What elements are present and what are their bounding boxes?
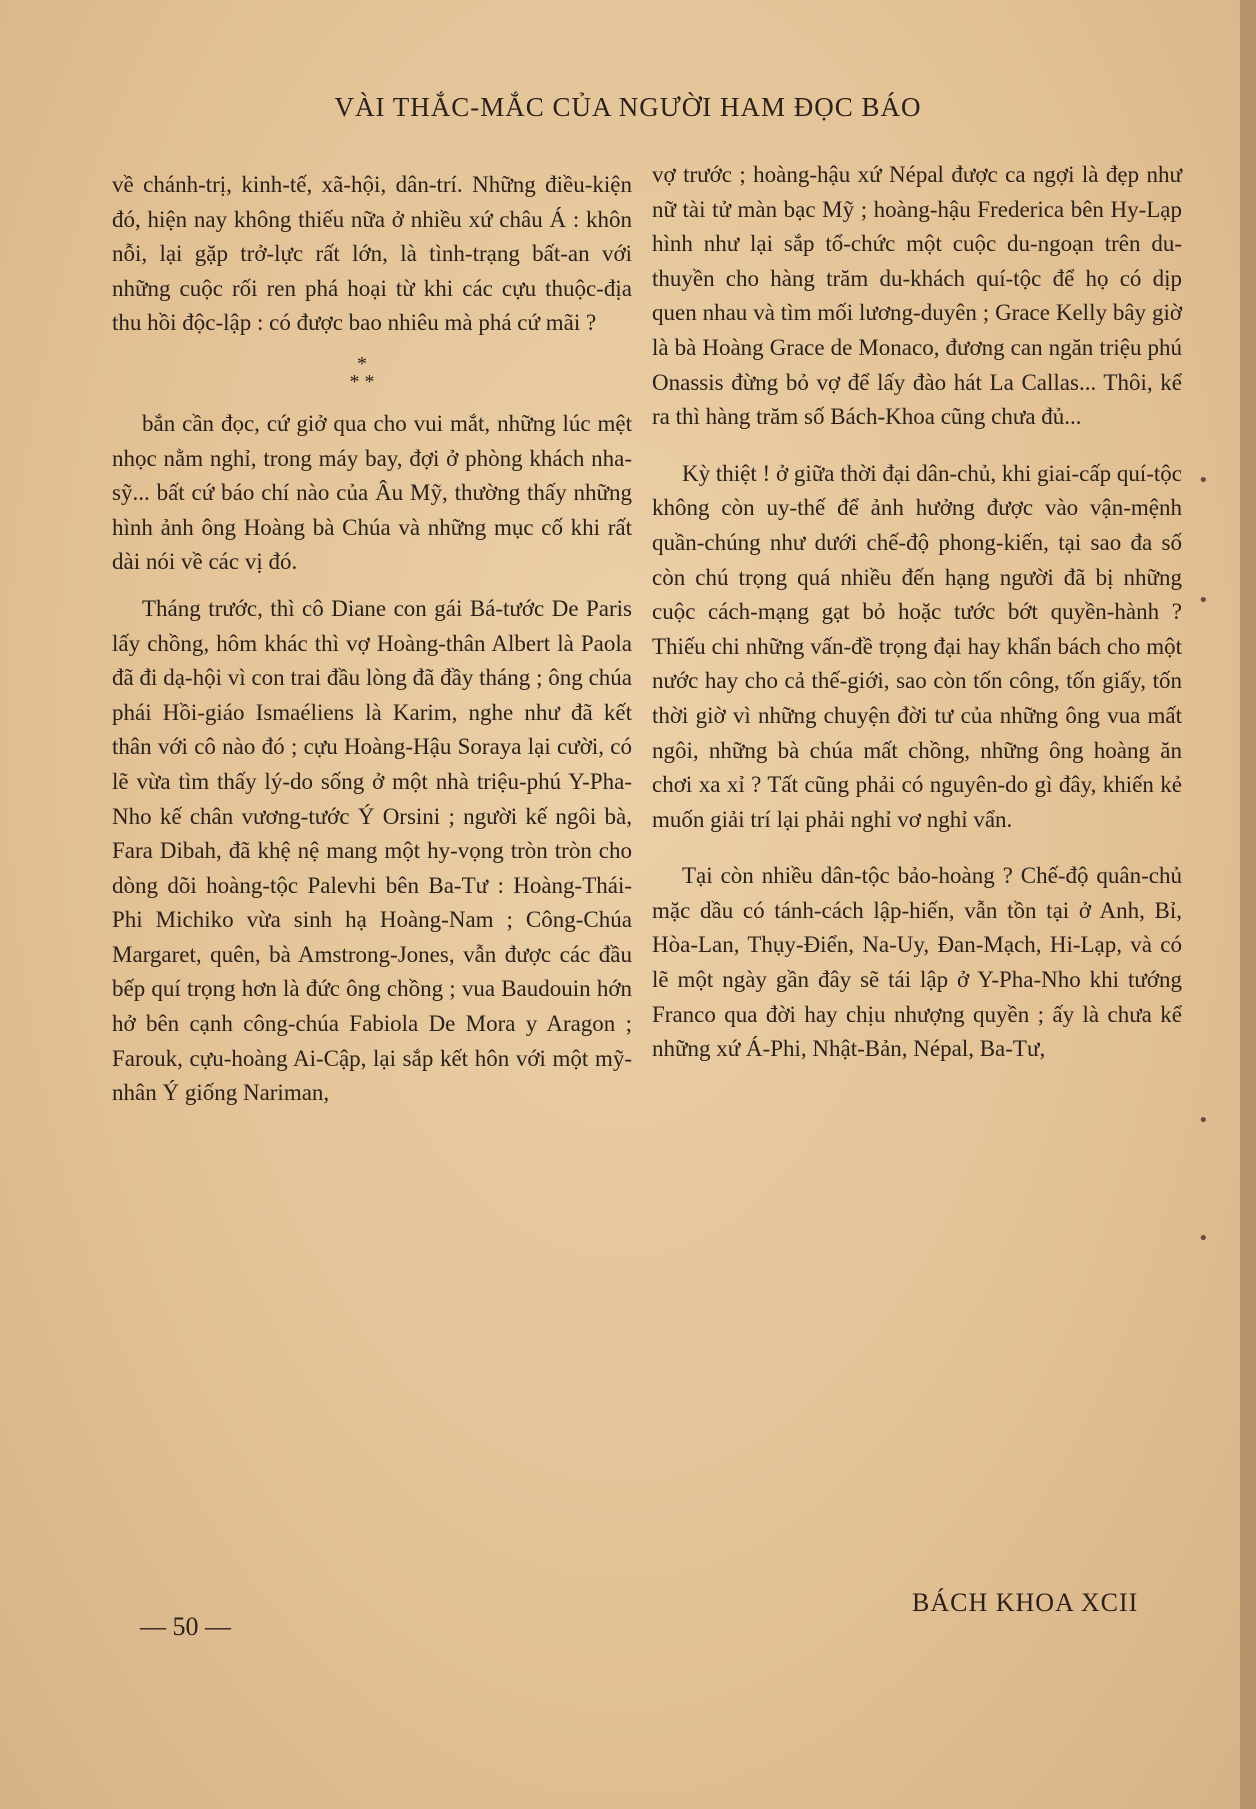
left-column bbox=[112, 168, 632, 1111]
page-header: VÀI THẮC-MẮC CỦA NGƯỜI HAM ĐỌC BÁO bbox=[334, 92, 922, 122]
separator-line: * bbox=[357, 352, 367, 375]
margin-mark-icon: • bbox=[1198, 590, 1209, 611]
paragraph: Kỳ thiệt ! ở giữa thời đại dân-chủ, khi giai-cấp quí-tộc không còn uy-thế để ảnh hưởng được vào vận-mệnh quần-chúng như dưới chế-độ phong-kiến, tại sao đa số còn chú trọng quá nhiều đến hạng người đã bị những cuộc cách-mạng gạt bỏ hoặc tước bớt quyền-hành ? Thiếu chi những vấn-đề trọng đại hay khẩn bách cho một nước hay cho cả thế-giới, sao còn tốn công, tốn giấy, tốn thời giờ vì những chuyện đời tư của những ông vua mất ngôi, những bà chúa mất chồng, những ông hoàng ăn chơi xa xỉ ? Tất cũng phải có nguyên-do gì đây, khiến kẻ muốn giải trí lại phải nghỉ vơ nghỉ vẩn. bbox=[652, 460, 1182, 832]
margin-mark-icon: • bbox=[1198, 470, 1209, 491]
publication-name: BÁCH KHOA XCII bbox=[912, 1588, 1139, 1617]
paragraph: bắn cần đọc, cứ giở qua cho vui mắt, những lúc mệt nhọc nằm nghỉ, trong máy bay, đợi ở phòng khách nha-sỹ... bất cứ báo chí nào của Âu Mỹ, thường thấy những hình ảnh ông Hoàng bà Chúa và những mục cố khi rất dài nói về các vị đó. bbox=[112, 410, 632, 575]
separator-line: * * bbox=[349, 370, 375, 393]
paragraph: Tại còn nhiều dân-tộc bảo-hoàng ? Chế-độ quân-chủ mặc dầu có tánh-cách lập-hiến, vẫn tồn tại ở Anh, Bỉ, Hòa-Lan, Thụy-Điển, Na-Uy, Đan-Mạch, Hi-Lạp, và có lẽ một ngày gần đây sẽ tái lập ở Y-Pha-Nho khi tướng Franco qua đời hay chịu nhượng quyền ; ấy là chưa kể những xứ Á-Phi, Nhật-Bản, Népal, Ba-Tư, bbox=[652, 863, 1182, 1062]
paragraph: về chánh-trị, kinh-tế, xã-hội, dân-trí. Những điều-kiện đó, hiện nay không thiếu nữa ở nhiều xứ châu Á : khôn nỗi, lại gặp trở-lực rất lớn, là tình-trạng bất-an với những cuộc rối ren phá hoại từ khi các cựu thuộc-địa thu hồi độc-lập : có được bao nhiêu mà phá cứ mãi ? bbox=[112, 172, 632, 336]
section-separator bbox=[92, 352, 632, 393]
paragraph: Tháng trước, thì cô Diane con gái Bá-tước De Paris lấy chồng, hôm khác thì vợ Hoàng-thân Albert là Paola đã đi dạ-hội vì con trai đầu lòng đã đầy tháng ; ông chúa phái Hồi-giáo Ismaéliens là Karim, nghe như đã kết thân với cô nào đó ; cựu Hoàng-Hậu Soraya lại cười, có lẽ vừa tìm thấy lý-do sống ở một nhà triệu-phú Y-Pha-Nho kế chân vương-tước Ý Orsini ; người kế ngôi bà, Fara Dibah, đã khệ nệ mang một hy-vọng tròn tròn cho dòng dõi hoàng-tộc Palevhi bên Ba-Tư : Hoàng-Thái-Phi Michiko vừa sinh hạ Hoàng-Nam ; Công-Chúa Margaret, quên, bà Amstrong-Jones, vẫn được các đầu bếp quí trọng hơn là đức ông chồng ; vua Baudouin hớn hở bên cạnh công-chúa Fabiola De Mora y Aragon ; Farouk, cựu-hoàng Ai-Cập, lại sắp kết hôn với một mỹ-nhân Ý giống Nariman, bbox=[112, 595, 632, 1106]
page-number: — 50 — bbox=[140, 1612, 231, 1641]
paragraph: vợ trước ; hoàng-hậu xứ Népal được ca ngợi là đẹp như nữ tài tử màn bạc Mỹ ; hoàng-hậu Frederica bên Hy-Lạp hình như lại sắp tổ-chức một cuộc du-ngoạn trên du-thuyền cho hàng trăm du-khách quí-tộc để họ có dịp quen nhau và tìm mối lương-duyên ; Grace Kelly bây giờ là bà Hoàng Grace de Monaco, đương can ngăn triệu phú Onassis đừng bỏ vợ để lấy đào hát La Callas... Thôi, kể ra thì hàng trăm số Bách-Khoa cũng chưa đủ... bbox=[652, 162, 1182, 430]
page-edge bbox=[1240, 0, 1256, 1809]
right-column bbox=[652, 158, 1182, 1067]
margin-mark-icon: • bbox=[1198, 1110, 1209, 1131]
margin-mark-icon: • bbox=[1198, 1228, 1209, 1249]
